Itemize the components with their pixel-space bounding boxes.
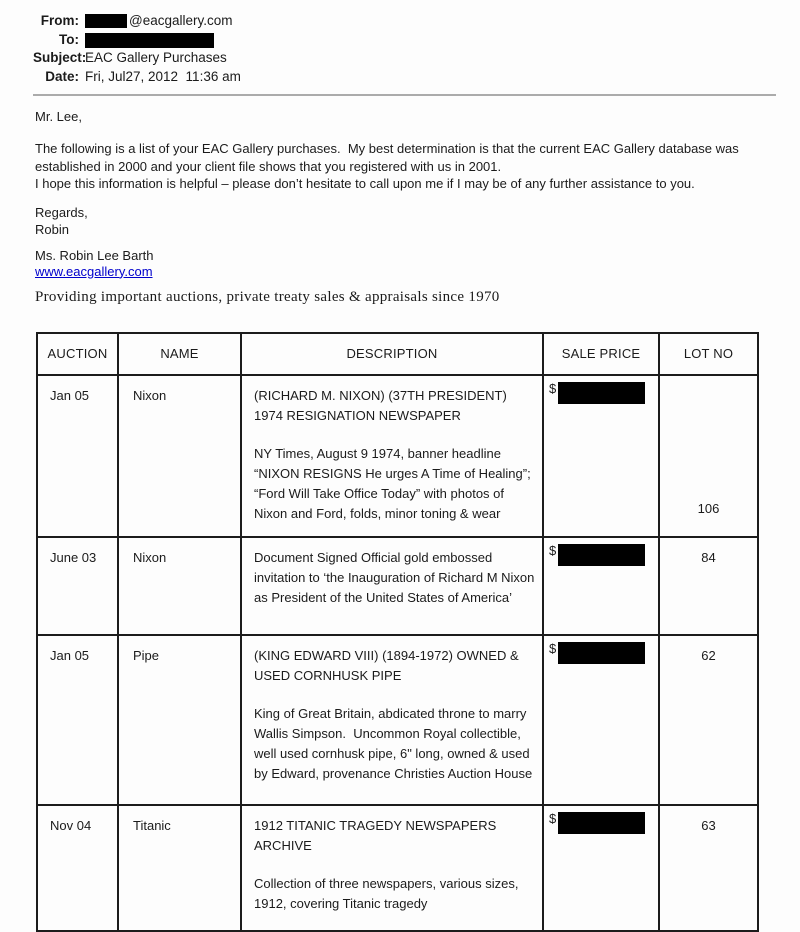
- signature-block: [35, 248, 800, 280]
- description-paragraph: [254, 874, 538, 914]
- date-value: Fri, Jul27, 2012 11:36 am: [85, 68, 241, 84]
- table-row: [37, 375, 758, 537]
- description-line: Nixon and Ford, folds, minor toning & wear: [254, 505, 501, 521]
- description-line: “NIXON RESIGNS He urges A Time of Healing”;: [254, 465, 531, 481]
- from-row: [33, 13, 800, 32]
- to-row: [33, 32, 800, 51]
- description-line: well used cornhusk pipe, 6" long, owned & used: [254, 745, 530, 761]
- dollar-sign: $: [549, 380, 557, 396]
- dollar-sign: $: [549, 640, 557, 656]
- description-cell: [241, 635, 543, 805]
- column-header-name: NAME: [118, 333, 241, 375]
- price-redaction-box: [558, 642, 645, 664]
- from-label: From:: [40, 13, 79, 28]
- name-cell: Pipe: [118, 635, 241, 805]
- description-paragraph: [254, 548, 538, 608]
- description-paragraph: [254, 816, 538, 856]
- table-row: [37, 805, 758, 931]
- column-header-sale-price: SALE PRICE: [543, 333, 659, 375]
- from-domain: @eacgallery.com: [129, 13, 233, 28]
- date-row: [33, 69, 800, 88]
- description-line: 1912, covering Titanic tragedy: [254, 895, 428, 911]
- name-cell: Nixon: [118, 537, 241, 635]
- to-label: To:: [59, 31, 79, 47]
- table-row: [37, 635, 758, 805]
- email-header: [0, 0, 800, 87]
- company-tagline: Providing important auctions, private treaty sales & appraisals since 1970: [35, 288, 500, 305]
- price-redaction-box: [558, 544, 645, 566]
- table-row: [37, 537, 758, 635]
- closing: [35, 204, 800, 239]
- description-line: (KING EDWARD VIII) (1894-1972) OWNED &: [254, 647, 519, 663]
- salutation: Mr. Lee,: [35, 109, 82, 124]
- column-header-lot-no: LOT NO: [659, 333, 758, 375]
- date-label: Date:: [45, 68, 79, 84]
- sale-price-cell: [543, 635, 659, 805]
- signature-name: Ms. Robin Lee Barth: [35, 247, 154, 263]
- description-line: 1912 TITANIC TRAGEDY NEWSPAPERS: [254, 817, 497, 833]
- column-header-auction: AUCTION: [37, 333, 118, 375]
- lot-no-cell: 63: [659, 805, 758, 931]
- lot-no-cell: 84: [659, 537, 758, 635]
- table-body: [37, 375, 758, 931]
- paragraph-line: The following is a list of your EAC Gallery purchases. My best determination is that the current EAC Gallery database was: [35, 141, 739, 156]
- paragraph-line: established in 2000 and your client file shows that you registered with us in 2001.: [35, 158, 502, 174]
- website-link[interactable]: www.eacgallery.com: [35, 263, 153, 279]
- description-line: 1974 RESIGNATION NEWSPAPER: [254, 407, 461, 423]
- description-line: King of Great Britain, abdicated throne to marry: [254, 705, 527, 721]
- purchases-table: [36, 332, 759, 932]
- auction-cell: Jan 05: [37, 635, 118, 805]
- description-line: as President of the United States of America’: [254, 589, 512, 605]
- column-header-description: DESCRIPTION: [241, 333, 543, 375]
- description-cell: [241, 805, 543, 931]
- to-redaction-box: [85, 33, 214, 48]
- description-line: (RICHARD M. NIXON) (37TH PRESIDENT): [254, 387, 507, 403]
- sale-price-cell: [543, 805, 659, 931]
- description-paragraph: [254, 704, 538, 784]
- table-header-row: [37, 333, 758, 375]
- lot-no-cell: 106: [659, 375, 758, 537]
- from-value: [85, 13, 233, 28]
- description-line: by Edward, provenance Christies Auction House: [254, 765, 533, 781]
- lot-no-cell: 62: [659, 635, 758, 805]
- subject-label: Subject:: [33, 50, 87, 65]
- description-line: invitation to ‘the Inauguration of Richard M Nixon: [254, 569, 535, 585]
- description-paragraph: [254, 444, 538, 524]
- description-line: ARCHIVE: [254, 837, 312, 853]
- header-divider: [33, 94, 776, 96]
- description-line: Document Signed Official gold embossed: [254, 549, 493, 565]
- dollar-sign: $: [549, 810, 557, 826]
- name-cell: Nixon: [118, 375, 241, 537]
- description-line: USED CORNHUSK PIPE: [254, 667, 402, 683]
- sale-price-cell: [543, 375, 659, 537]
- dollar-sign: $: [549, 542, 557, 558]
- description-cell: [241, 375, 543, 537]
- to-value: [85, 32, 214, 48]
- subject-row: [33, 50, 800, 69]
- description-paragraph: [254, 386, 538, 426]
- name-cell: Titanic: [118, 805, 241, 931]
- table-header: [37, 333, 758, 375]
- price-redaction-box: [558, 812, 645, 834]
- description-line: “Ford Will Take Office Today” with photos of: [254, 485, 504, 501]
- subject-value: EAC Gallery Purchases: [85, 50, 227, 65]
- auction-cell: Nov 04: [37, 805, 118, 931]
- description-paragraph: [254, 646, 538, 686]
- from-redaction-box: [85, 14, 127, 28]
- body-paragraph: [35, 140, 800, 193]
- description-line: NY Times, August 9 1974, banner headline: [254, 445, 501, 461]
- auction-cell: Jan 05: [37, 375, 118, 537]
- closing-word: Regards,: [35, 204, 88, 220]
- description-line: Collection of three newspapers, various sizes,: [254, 875, 519, 891]
- description-cell: [241, 537, 543, 635]
- description-line: Wallis Simpson. Uncommon Royal collectible,: [254, 725, 521, 741]
- sale-price-cell: [543, 537, 659, 635]
- email-body: [0, 109, 800, 306]
- paragraph-line: I hope this information is helpful – please don’t hesitate to call upon me if I may be of any further assistance to you.: [35, 176, 695, 191]
- auction-cell: June 03: [37, 537, 118, 635]
- price-redaction-box: [558, 382, 645, 404]
- closing-name: Robin: [35, 222, 69, 237]
